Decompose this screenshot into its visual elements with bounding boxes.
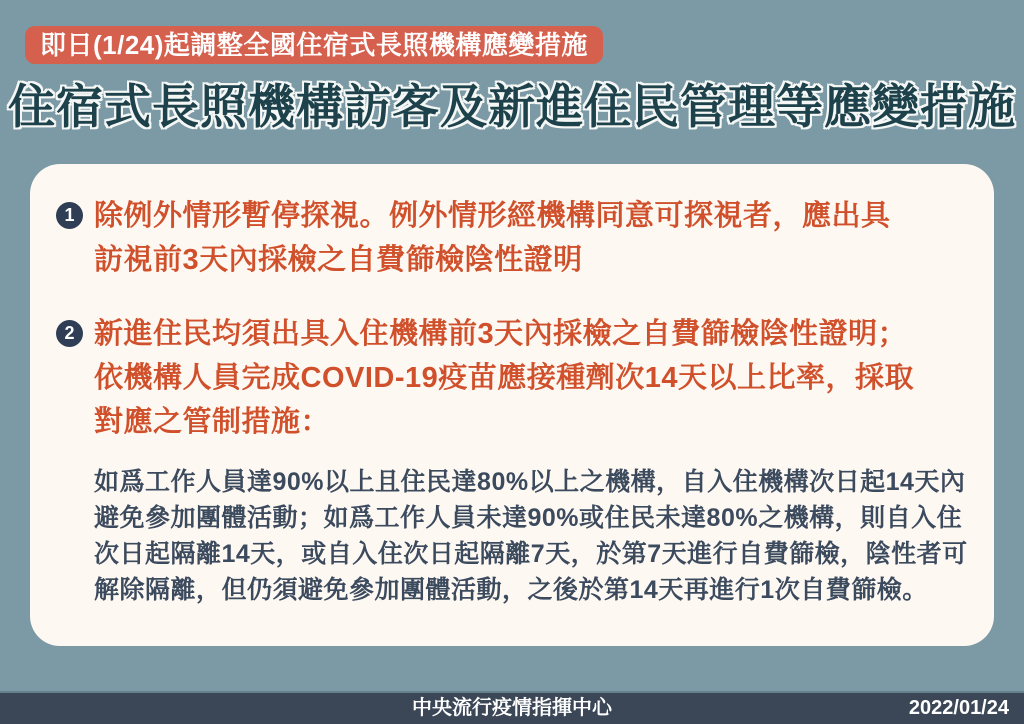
item-2-line-2: 依機構人員完成COVID-19疫苗應接種劑次14天以上比率，採取 [94,362,915,394]
list-item-1 [56,194,970,282]
item-1-line-2: 訪視前3天內採檢之自費篩檢陰性證明 [94,244,583,276]
content-card [30,164,994,646]
detail-line-1: 如爲工作人員達90%以上且住民達80%以上之機構，自入住機構次日起14天內 [94,468,966,496]
item-2-line-3: 對應之管制措施： [94,406,331,438]
detail-line-4: 解除隔離，但仍須避免參加團體活動，之後於第14天再進行1次自費篩檢。 [94,576,928,604]
detail-paragraph [94,464,970,608]
item-2-line-1: 新進住民均須出具入住機構前3天內採檢之自費篩檢陰性證明； [94,318,908,350]
footer-date: 2022/01/24 [908,697,1009,719]
detail-line-3: 次日起隔離14天，或自入住次日起隔離7天，於第7天進行自費篩檢，陰性者可 [94,540,968,568]
detail-line-2: 避免參加團體活動；如爲工作人員未達90%或住民未達80%之機構，則自入住 [94,504,963,532]
page-title: 住宿式長照機構訪客及新進住民管理等應變措施 [8,80,1016,133]
item-1-text [94,194,891,282]
number-1-icon: 1 [56,202,83,229]
number-2-icon: 2 [56,320,83,347]
list-item-2 [56,312,970,444]
footer-bar [0,691,1024,724]
item-1-line-1: 除例外情形暫停探視。例外情形經機構同意可探視者，應出具 [94,200,891,232]
footer-organization: 中央流行疫情指揮中心 [412,697,612,719]
item-2-text [94,312,914,444]
announcement-badge: 即日(1/24)起調整全國住宿式長照機構應變措施 [25,26,603,64]
